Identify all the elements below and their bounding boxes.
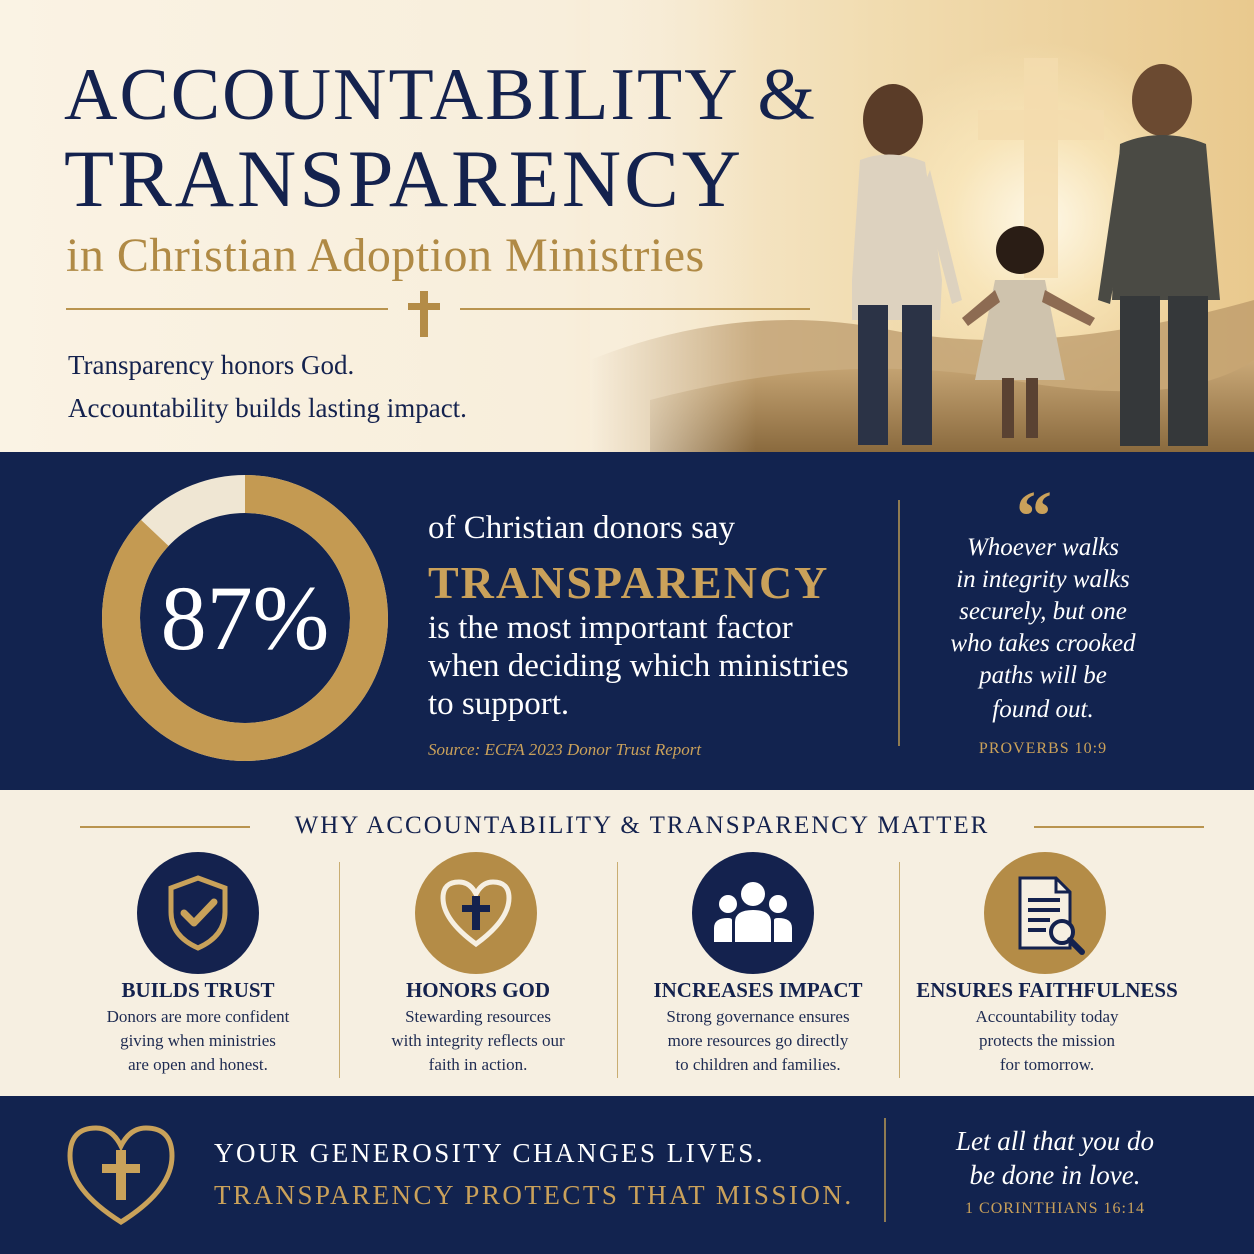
card-text: more resources go directly bbox=[667, 1031, 849, 1050]
quote-reference: PROVERBS 10:9 bbox=[978, 740, 1108, 757]
footer-divider bbox=[884, 1118, 886, 1222]
title-divider-right bbox=[460, 308, 810, 310]
card-text: Accountability today bbox=[975, 1007, 1119, 1026]
quote-mark-icon: “ bbox=[1016, 476, 1052, 556]
hero-section bbox=[0, 0, 1254, 452]
stat-line-2: is the most important factor bbox=[428, 610, 793, 646]
subtitle: in Christian Adoption Ministries bbox=[66, 229, 705, 282]
stat-line-3: when deciding which ministries bbox=[428, 648, 849, 684]
footer-quote-reference: 1 CORINTHIANS 16:14 bbox=[965, 1200, 1145, 1217]
card-text: giving when ministries bbox=[120, 1031, 276, 1050]
why-rule-left bbox=[80, 826, 250, 828]
tagline-line-1: Transparency honors God. bbox=[68, 350, 355, 380]
footer-quote-line-2: be done in love. bbox=[969, 1160, 1141, 1190]
footer-line-2: TRANSPARENCY PROTECTS THAT MISSION. bbox=[214, 1180, 854, 1210]
tagline-line-2: Accountability builds lasting impact. bbox=[68, 393, 467, 423]
footer-quote-line-1: Let all that you do bbox=[956, 1126, 1154, 1156]
quote-line: in integrity walks bbox=[956, 566, 1130, 593]
title-line-1: ACCOUNTABILITY & bbox=[64, 54, 817, 136]
quote-line: Whoever walks bbox=[966, 534, 1120, 561]
shield-check-icon bbox=[137, 852, 259, 974]
stat-quote-divider bbox=[898, 500, 900, 746]
stat-highlight: TRANSPARENCY bbox=[428, 557, 830, 608]
heart-cross-icon bbox=[415, 852, 537, 974]
card-text: Donors are more confident bbox=[106, 1007, 290, 1026]
card-title-increases-impact: INCREASES IMPACT bbox=[653, 978, 863, 1002]
column-divider bbox=[899, 862, 900, 1078]
document-search-icon bbox=[984, 852, 1106, 974]
title-divider-left bbox=[66, 308, 388, 310]
stat-line-1: of Christian donors say bbox=[428, 510, 736, 546]
card-title-honors-god: HONORS GOD bbox=[405, 978, 551, 1002]
card-title-ensures-faithfulness: ENSURES FAITHFULNESS bbox=[916, 978, 1178, 1002]
card-text: with integrity reflects our bbox=[391, 1031, 565, 1050]
cross-icon bbox=[404, 289, 444, 339]
heart-cross-icon bbox=[62, 1116, 180, 1232]
quote-line: found out. bbox=[992, 696, 1094, 723]
quote-line: securely, but one bbox=[959, 598, 1127, 625]
card-text: Strong governance ensures bbox=[666, 1007, 850, 1026]
card-text: for tomorrow. bbox=[999, 1055, 1095, 1074]
card-text: protects the mission bbox=[979, 1031, 1115, 1050]
card-title-builds-trust: BUILDS TRUST bbox=[121, 978, 275, 1002]
quote-line: paths will be bbox=[979, 662, 1107, 689]
percentage-label: 87% bbox=[160, 567, 330, 669]
card-text: to children and families. bbox=[675, 1055, 841, 1074]
card-text: are open and honest. bbox=[128, 1055, 268, 1074]
footer-line-1: YOUR GENEROSITY CHANGES LIVES. bbox=[214, 1138, 765, 1168]
title-line-2: TRANSPARENCY bbox=[64, 133, 745, 224]
stat-line-4: to support. bbox=[428, 686, 570, 722]
stat-source: Source: ECFA 2023 Donor Trust Report bbox=[428, 740, 702, 759]
card-text: Stewarding resources bbox=[405, 1007, 551, 1026]
card-text: faith in action. bbox=[428, 1055, 528, 1074]
why-section-title: WHY ACCOUNTABILITY & TRANSPARENCY MATTER bbox=[294, 812, 990, 839]
why-rule-right bbox=[1034, 826, 1204, 828]
quote-line: who takes crooked bbox=[950, 630, 1136, 657]
people-group-icon bbox=[692, 852, 814, 974]
